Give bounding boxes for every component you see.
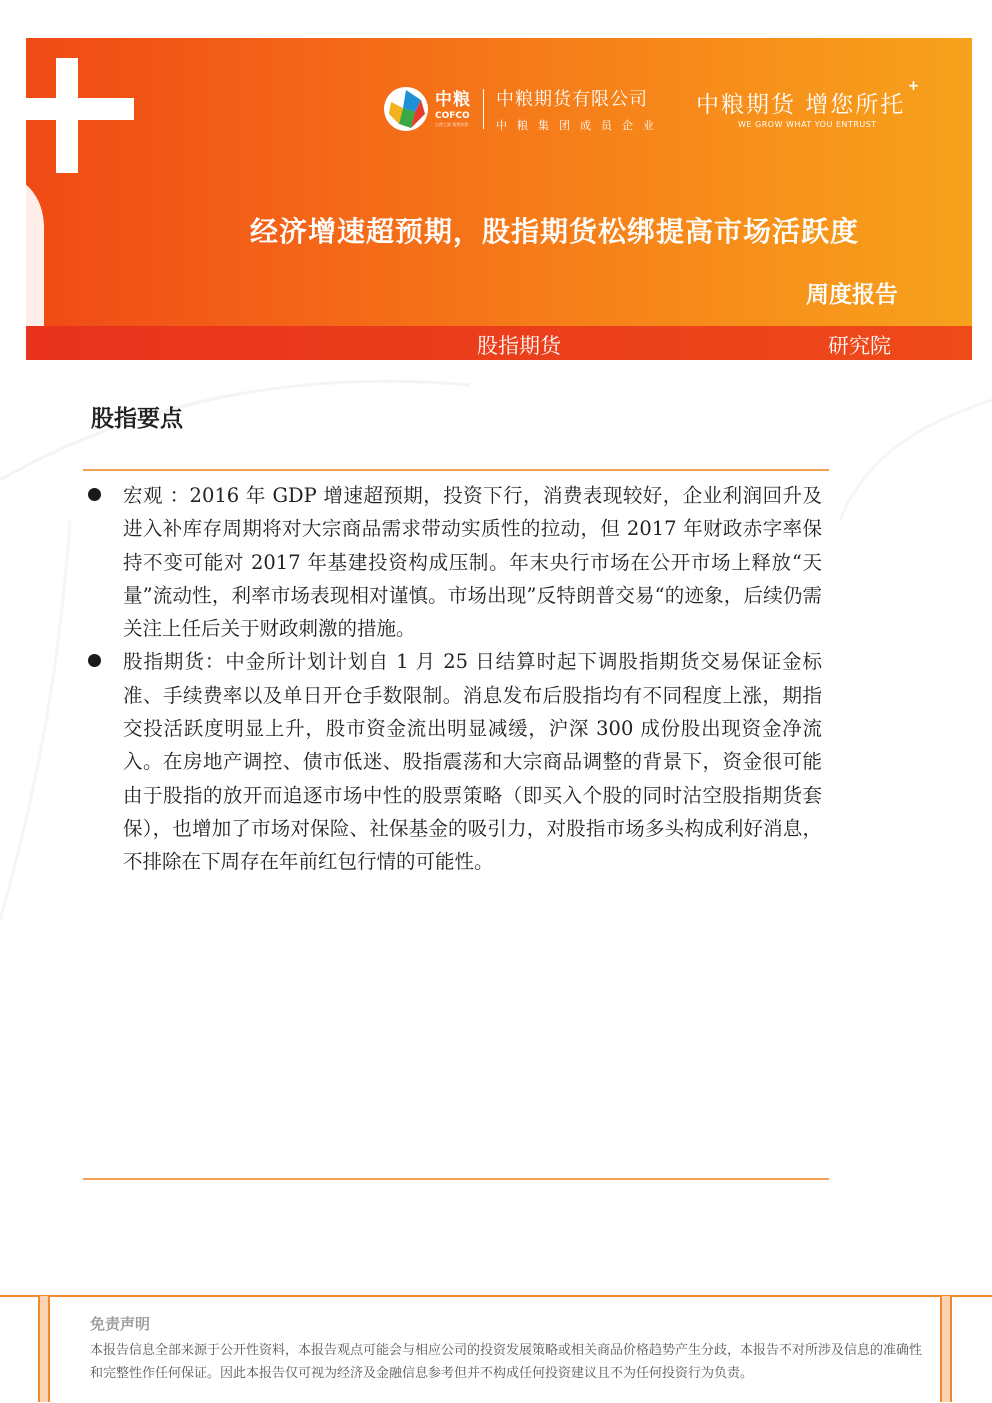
disclaimer-text: 本报告信息全部来源于公开性资料，本报告观点可能会与相应公司的投资发展策略或相关商品价格趋势产生分歧，本报告不对所涉及信息的准确性和完整性作任何保证。因此本报告仅可视为经济及金融信息参考但并不构成任何投资建议且不为任何投资行为负责。 bbox=[90, 1343, 923, 1381]
bullet-icon bbox=[88, 654, 101, 667]
list-item-text: 宏观 ：2016 年 GDP 增速超预期，投资下行，消费表现较好，企业利润回升及进入补库存周期将对大宗商品需求带动实质性的拉动，但 2017 年财政赤字率保持不变可能对 2017 年基建投资构成压制。年末央行市场在公开市场上释放“天量”流动性，利率市场表现相对谨慎。市场出现”反特朗普交易“的迹象，后续仍需关注上任后关于财政刺激的措施。 bbox=[123, 484, 822, 641]
logo-divider bbox=[483, 89, 484, 129]
company-logo bbox=[383, 84, 664, 134]
logo-text-en: COFCO bbox=[435, 110, 470, 121]
bullet-icon bbox=[88, 488, 101, 501]
list-item bbox=[88, 645, 822, 878]
slogan-en: WE GROW WHAT YOU ENTRUST bbox=[738, 120, 877, 129]
footer-left-bar bbox=[38, 1296, 50, 1402]
key-points-list bbox=[88, 479, 822, 879]
report-title: 经济增速超预期，股指期货松绑提高市场活跃度 bbox=[250, 215, 860, 248]
list-item-text: 股指期货：中金所计划计划自 1 月 25 日结算时起下调股指期货交易保证金标准、手续费率以及单日开仓手数限制。消息发布后股指均有不同程度上涨，期指交投活跃度明显上升，股市资金流出明显减缓，沪深 300 成份股出现资金净流入。在房地产调控、债市低迷、股指震荡和大宗商品调整的背景下，资金很可能由于股指的放开而追逐市场中性的股票策略（即买入个股的同时沽空股指期货套保），也增加了市场对保险、社保基金的吸引力，对股指市场多头构成利好消息，不排除在下周存在年前红包行情的可能性。 bbox=[123, 650, 822, 874]
footer-rule bbox=[0, 1295, 992, 1297]
header-banner bbox=[26, 38, 972, 360]
research-institute: 研究院 bbox=[828, 334, 891, 358]
company-subtitle: 中粮集团成员企业 bbox=[496, 119, 664, 132]
section-top-rule bbox=[83, 469, 829, 471]
list-item bbox=[88, 479, 822, 645]
slogan-plus-icon: + bbox=[907, 78, 920, 94]
logo-tagline: 自然之源 重塑你我 bbox=[435, 121, 469, 127]
section-bottom-rule bbox=[83, 1178, 829, 1180]
report-category: 股指期货 bbox=[477, 334, 561, 358]
report-type: 周度报告 bbox=[806, 281, 898, 308]
plus-logo-icon bbox=[26, 38, 166, 360]
slogan bbox=[696, 78, 920, 129]
slogan-zh: 中粮期货 增您所托 bbox=[696, 92, 906, 118]
section-title: 股指要点 bbox=[91, 405, 183, 432]
company-name: 中粮期货有限公司 bbox=[496, 89, 648, 110]
logo-text-zh: 中粮 bbox=[435, 89, 471, 110]
disclaimer-title: 免责声明 bbox=[90, 1315, 151, 1333]
cofco-logo-icon bbox=[383, 86, 429, 132]
footer-right-bar bbox=[940, 1296, 952, 1402]
